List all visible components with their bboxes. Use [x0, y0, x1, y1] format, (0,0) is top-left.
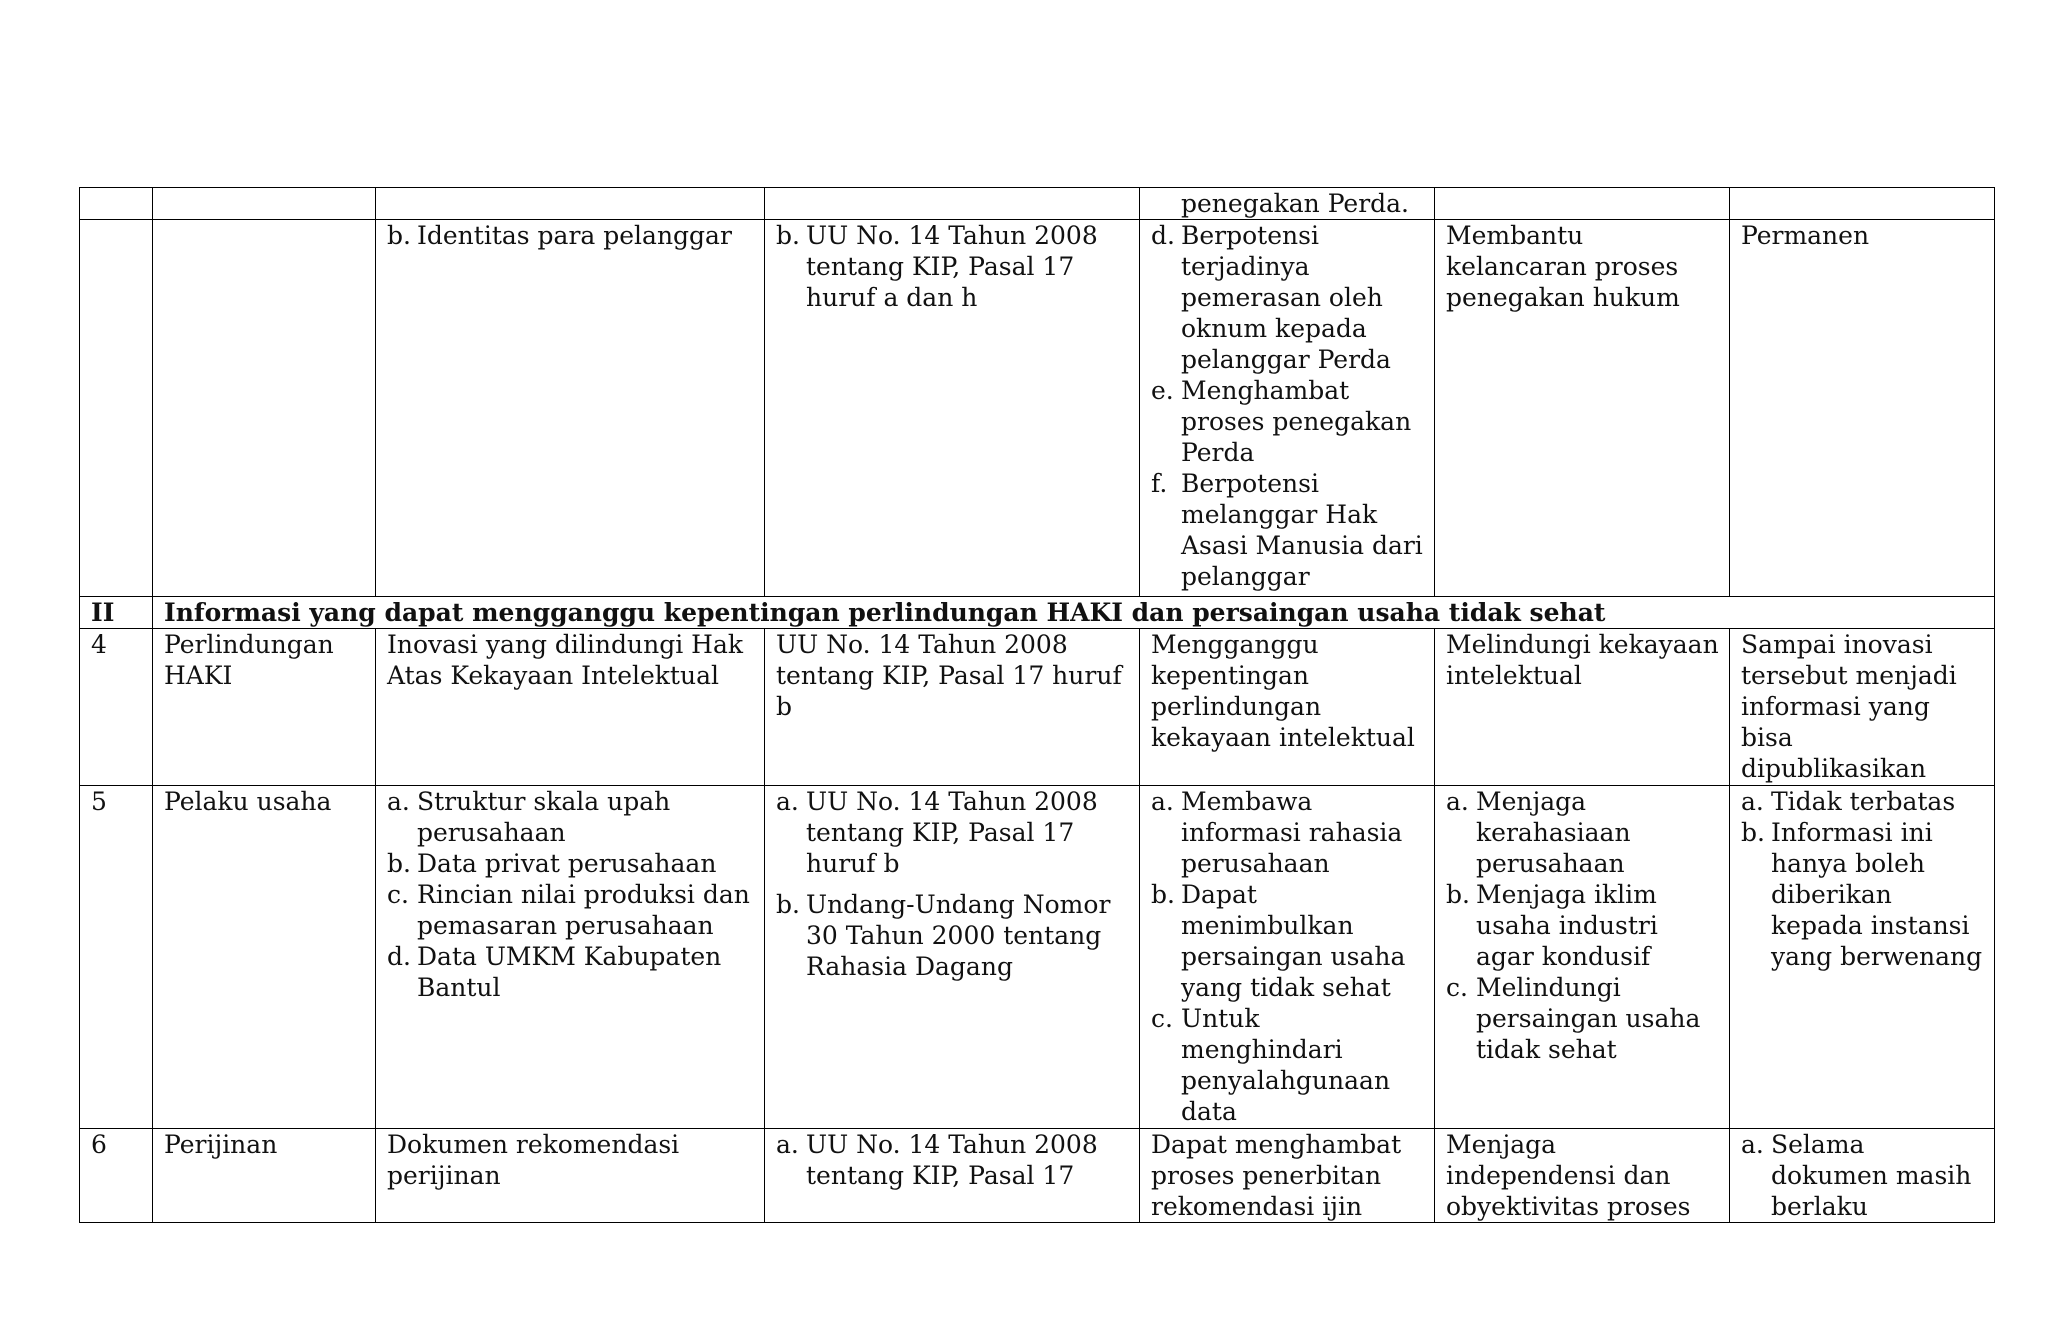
cell-information: Inovasi yang dilindungi Hak Atas Kekayaan Intelektual	[376, 629, 765, 786]
cell-duration	[1730, 1129, 1995, 1223]
list-label: c.	[387, 880, 409, 909]
list-label: a.	[776, 787, 799, 816]
cell-legal-basis: UU No. 14 Tahun 2008 tentang KIP, Pasal 17 huruf b	[765, 629, 1140, 786]
cell-purpose	[1435, 188, 1730, 220]
cell-no: 4	[80, 629, 153, 786]
list-label: a.	[1741, 1130, 1764, 1159]
list-text: Membawa informasi rahasia perusahaan	[1181, 787, 1403, 878]
list-text: Undang-Undang Nomor 30 Tahun 2000 tentang Rahasia Dagang	[806, 890, 1111, 981]
list-label: a.	[1446, 787, 1469, 816]
list-label: b.	[387, 221, 411, 250]
information-exclusion-table	[79, 187, 1995, 1223]
list-label: f.	[1151, 469, 1168, 498]
cell-category	[153, 188, 376, 220]
list-text: Informasi ini hanya boleh diberikan kepada instansi yang berwenang	[1771, 818, 1983, 971]
list-label: d.	[1151, 221, 1175, 250]
list-label: b.	[1741, 818, 1765, 847]
cell-legal-basis	[765, 786, 1140, 1129]
section-number: II	[80, 597, 153, 629]
table-row	[80, 786, 1995, 1129]
list-text: Untuk menghindari penyalahgunaan data	[1181, 1004, 1391, 1126]
list-label: d.	[387, 942, 411, 971]
list-text: Berpotensi terjadinya pemerasan oleh oknum kepada pelanggar Perda	[1181, 221, 1391, 374]
list-text: Identitas para pelanggar	[417, 221, 732, 250]
section-title: Informasi yang dapat mengganggu kepentingan perlindungan HAKI dan persaingan usaha tidak sehat	[153, 597, 1995, 629]
list-label: b.	[1151, 880, 1175, 909]
cell-text: penegakan Perda.	[1181, 189, 1410, 218]
table-row-continuation	[80, 188, 1995, 220]
cell-category: Perlindungan HAKI	[153, 629, 376, 786]
table-row	[80, 220, 1995, 597]
list-label: a.	[1741, 787, 1764, 816]
list-text: Berpotensi melanggar Hak Asasi Manusia dari pelanggar	[1181, 469, 1423, 591]
cell-information	[376, 220, 765, 597]
cell-consequence	[1140, 220, 1435, 597]
cell-no	[80, 220, 153, 597]
section-row	[80, 597, 1995, 629]
cell-purpose	[1435, 786, 1730, 1129]
cell-legal-basis	[765, 1129, 1140, 1223]
table-row	[80, 629, 1995, 786]
list-label: c.	[1151, 1004, 1173, 1033]
list-text: Data UMKM Kabupaten Bantul	[417, 942, 722, 1002]
cell-text: Membantu kelancaran proses penegakan hukum	[1446, 221, 1680, 312]
list-label: c.	[1446, 973, 1468, 1002]
list-text: Dapat menimbulkan persaingan usaha yang tidak sehat	[1181, 880, 1406, 1002]
cell-no: 5	[80, 786, 153, 1129]
list-label: a.	[1151, 787, 1174, 816]
cell-duration	[1730, 188, 1995, 220]
cell-purpose: Melindungi kekayaan intelektual	[1435, 629, 1730, 786]
cell-information	[376, 786, 765, 1129]
list-label: b.	[776, 890, 800, 919]
list-label: a.	[387, 787, 410, 816]
cell-purpose	[1435, 220, 1730, 597]
cell-duration	[1730, 786, 1995, 1129]
list-label: e.	[1151, 376, 1174, 405]
cell-legal-basis	[765, 220, 1140, 597]
cell-information	[376, 188, 765, 220]
list-text: Menghambat proses penegakan Perda	[1181, 376, 1412, 467]
cell-information: Dokumen rekomendasi perijinan	[376, 1129, 765, 1223]
list-text: Data privat perusahaan	[417, 849, 717, 878]
list-text: Melindungi persaingan usaha tidak sehat	[1476, 973, 1701, 1064]
cell-consequence: Dapat menghambat proses penerbitan rekomendasi ijin	[1140, 1129, 1435, 1223]
list-text: Struktur skala upah perusahaan	[417, 787, 671, 847]
cell-no	[80, 188, 153, 220]
list-text: Tidak terbatas	[1771, 787, 1956, 816]
cell-duration: Sampai inovasi tersebut menjadi informasi yang bisa dipublikasikan	[1730, 629, 1995, 786]
cell-consequence	[1140, 188, 1435, 220]
cell-consequence: Mengganggu kepentingan perlindungan kekayaan intelektual	[1140, 629, 1435, 786]
cell-category	[153, 220, 376, 597]
list-text: UU No. 14 Tahun 2008 tentang KIP, Pasal 17	[806, 1130, 1098, 1190]
cell-purpose: Menjaga independensi dan obyektivitas proses	[1435, 1129, 1730, 1223]
cell-no: 6	[80, 1129, 153, 1223]
list-label: a.	[776, 1130, 799, 1159]
cell-consequence	[1140, 786, 1435, 1129]
table-row	[80, 1129, 1995, 1223]
cell-category: Pelaku usaha	[153, 786, 376, 1129]
list-label: b.	[1446, 880, 1470, 909]
list-text: UU No. 14 Tahun 2008 tentang KIP, Pasal 17 huruf b	[806, 787, 1098, 878]
list-text: Menjaga kerahasiaan perusahaan	[1476, 787, 1631, 878]
cell-text: Permanen	[1741, 221, 1870, 250]
cell-duration	[1730, 220, 1995, 597]
list-text: Rincian nilai produksi dan pemasaran perusahaan	[417, 880, 750, 940]
list-text: Selama dokumen masih berlaku	[1771, 1130, 1972, 1221]
list-text: UU No. 14 Tahun 2008 tentang KIP, Pasal 17 huruf a dan h	[806, 221, 1098, 312]
list-label: b.	[776, 221, 800, 250]
list-label: b.	[387, 849, 411, 878]
list-text: Menjaga iklim usaha industri agar kondusif	[1476, 880, 1658, 971]
cell-legal-basis	[765, 188, 1140, 220]
cell-category: Perijinan	[153, 1129, 376, 1223]
